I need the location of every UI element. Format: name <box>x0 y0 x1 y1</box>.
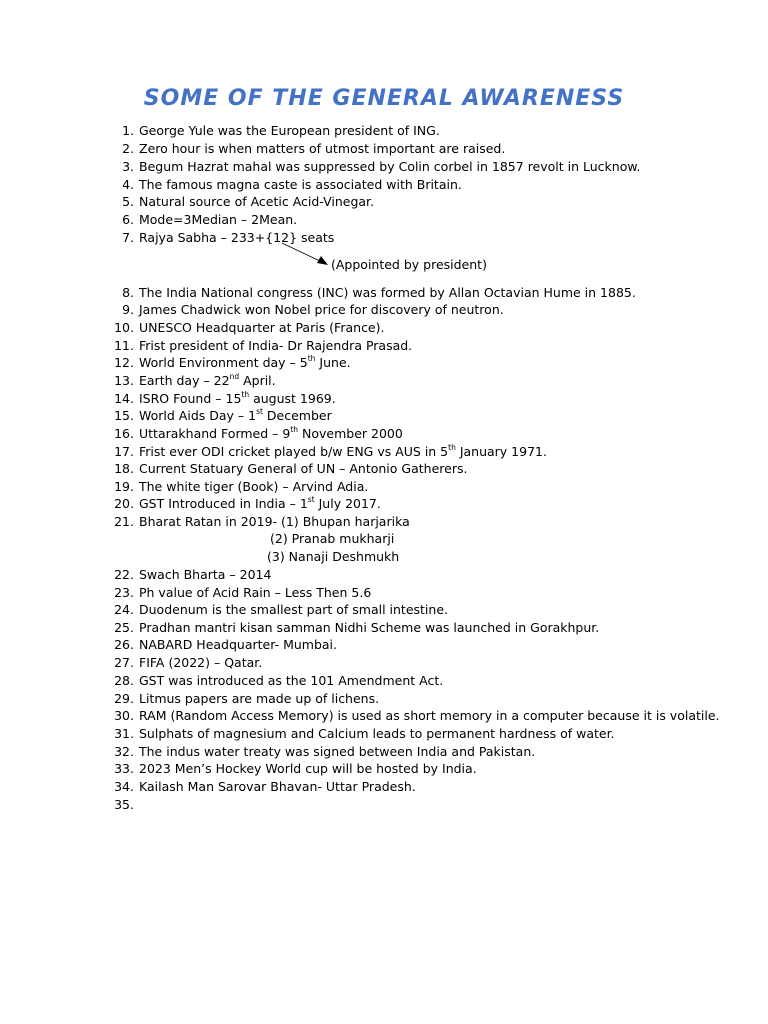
list-item-text: Litmus papers are made up of lichens. <box>139 691 380 706</box>
list-item-number: 20. <box>114 496 134 511</box>
list-item-number: 21. <box>114 514 134 529</box>
bharat-ratan-item-2: (2) Pranab mukharji <box>270 531 395 546</box>
list-item-number: 12. <box>114 355 134 370</box>
list-item-text: Uttarakhand Formed – 9th November 2000 <box>139 424 403 441</box>
list-item-number: 15. <box>114 408 134 423</box>
list-item-number: 8. <box>122 285 134 300</box>
list-item-number: 23. <box>114 585 134 600</box>
list-item-number: 6. <box>122 212 134 227</box>
list-item-number: 13. <box>114 373 134 388</box>
list-item-text: World Environment day – 5th June. <box>139 353 351 370</box>
list-item-number: 34. <box>114 779 134 794</box>
list-item-number: 32. <box>114 744 134 759</box>
list-item-number: 11. <box>114 338 134 353</box>
list-item-text: World Aids Day – 1st December <box>139 406 332 423</box>
list-item-number: 4. <box>122 177 134 192</box>
list-item-number: 9. <box>122 302 134 317</box>
list-item-text: NABARD Headquarter- Mumbai. <box>139 637 337 652</box>
list-item-text: Earth day – 22nd April. <box>139 371 276 388</box>
bharat-ratan-item-3: (3) Nanaji Deshmukh <box>267 549 400 564</box>
list-item-text: Pradhan mantri kisan samman Nidhi Scheme was launched in Gorakhpur. <box>139 620 600 635</box>
list-item-text: The India National congress (INC) was formed by Allan Octavian Hume in 1885. <box>139 285 636 300</box>
list-item-text: GST was introduced as the 101 Amendment Act. <box>139 673 444 688</box>
list-item-text: Duodenum is the smallest part of small intestine. <box>139 602 448 617</box>
list-item-text: 2023 Men’s Hockey World cup will be hosted by India. <box>139 761 477 776</box>
list-item-text: The indus water treaty was signed between India and Pakistan. <box>139 744 536 759</box>
list-item-text: Ph value of Acid Rain – Less Then 5.6 <box>139 585 372 600</box>
list-item-text: The famous magna caste is associated with Britain. <box>139 177 462 192</box>
list-item-number: 10. <box>114 320 134 335</box>
list-item-number: 24. <box>114 602 134 617</box>
list-item-number: 17. <box>114 444 134 459</box>
list-item-number: 30. <box>114 708 134 723</box>
list-item-number: 22. <box>114 567 134 582</box>
list-item-number: 27. <box>114 655 134 670</box>
appointed-annotation: (Appointed by president) <box>331 257 487 272</box>
list-item-number: 33. <box>114 761 134 776</box>
list-item-number: 31. <box>114 726 134 741</box>
list-item-text: FIFA (2022) – Qatar. <box>139 655 263 670</box>
list-item-text: Frist president of India- Dr Rajendra Prasad. <box>139 338 413 353</box>
list-item-text: GST Introduced in India – 1st July 2017. <box>139 494 381 511</box>
list-item-number: 35. <box>114 797 134 812</box>
list-item-text: Zero hour is when matters of utmost important are raised. <box>139 141 506 156</box>
list-item-number: 26. <box>114 637 134 652</box>
list-item-text: ISRO Found – 15th august 1969. <box>139 389 336 406</box>
list-item-number: 25. <box>114 620 134 635</box>
list-item-number: 3. <box>122 159 134 174</box>
list-item-number: 14. <box>114 391 134 406</box>
list-item-text: RAM (Random Access Memory) is used as short memory in a computer because it is volatile. <box>139 708 720 723</box>
list-item-text: Current Statuary General of UN – Antonio Gatherers. <box>139 461 468 476</box>
list-item-number: 28. <box>114 673 134 688</box>
list-item-text: Swach Bharta – 2014 <box>139 567 272 582</box>
list-item-text: Mode=3Median – 2Mean. <box>139 212 298 227</box>
list-item-text: Natural source of Acetic Acid-Vinegar. <box>139 194 375 209</box>
list-item-text: UNESCO Headquarter at Paris (France). <box>139 320 385 335</box>
list-item-text: James Chadwick won Nobel price for discovery of neutron. <box>139 302 504 317</box>
list-item-number: 18. <box>114 461 134 476</box>
list-item-number: 5. <box>122 194 134 209</box>
page-title: SOME OF THE GENERAL AWARENESS <box>143 86 625 111</box>
list-item-text: Begum Hazrat mahal was suppressed by Colin corbel in 1857 revolt in Lucknow. <box>139 159 641 174</box>
list-item-number: 19. <box>114 479 134 494</box>
list-item-text: Frist ever ODI cricket played b/w ENG vs AUS in 5th January 1971. <box>139 442 547 459</box>
list-item-text: Bharat Ratan in 2019- (1) Bhupan harjarika <box>139 514 410 529</box>
list-item-number: 16. <box>114 426 134 441</box>
list-item-text: Sulphats of magnesium and Calcium leads to permanent hardness of water. <box>139 726 615 741</box>
list-item-number: 2. <box>122 141 134 156</box>
list-item-text: The white tiger (Book) – Arvind Adia. <box>139 479 369 494</box>
list-item-number: 29. <box>114 691 134 706</box>
list-item-text: Rajya Sabha – 233+{12} seats <box>139 230 335 245</box>
list-item-text: George Yule was the European president of ING. <box>139 123 440 138</box>
list-item-number: 7. <box>122 230 134 245</box>
list-item-number: 1. <box>122 123 134 138</box>
list-item-text: Kailash Man Sarovar Bhavan- Uttar Pradesh. <box>139 779 416 794</box>
